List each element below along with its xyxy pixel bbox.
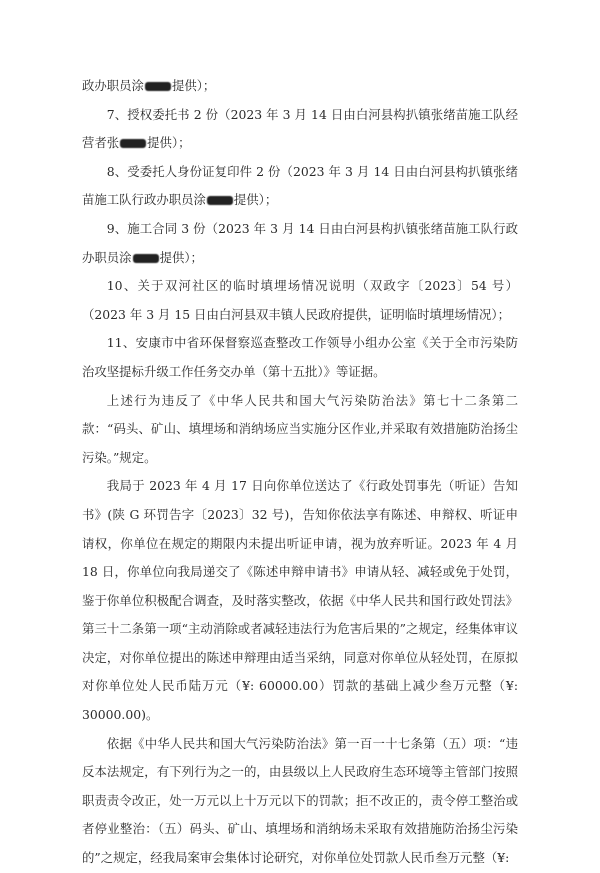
paragraph-item-10 [82, 272, 518, 329]
text-segment: 提供）； [147, 135, 191, 151]
redaction-mark [133, 254, 159, 263]
redaction-mark [120, 139, 146, 148]
text-segment: 9、施工合同 3 份（2023 年 3 月 14 日由白河县构扒镇张绪苗施工队行政办职员涂 [82, 220, 518, 265]
text-segment: 提供）； [171, 78, 216, 93]
paragraph-item-7 [82, 101, 518, 158]
paragraph-hearing-notice [82, 472, 518, 729]
text-segment: 我局于 2023 年 4 月 17 日向你单位送达了《行政处罚事先（听证）告知书》(陕 G 环罚告字〔2023〕32 号)，告知你依法享有陈述、申辩权、听证申请权，你单位在规定的期限内未提出听证申请，视为放弃听证。2023 年 4 月 18 日，你单位向我局递交了《陈述申辩申请书》申请从轻、减轻或免于处罚，鉴于你单位积极配合调查，及时落实整改，依据《中华人民共和国行政处罚法》第三十二条第一项“主动消除或者减轻违法行为危害后果的”之规定，经集体审议决定，对你单位提出的陈述申辩理由适当采纳，同意对你单位从轻处罚，在原拟对你单位处人民币陆万元（¥: 60000.00）罚款的基础上减少叁万元整（¥: 30000.00)。 [82, 478, 518, 723]
text-segment: 8、受委托人身份证复印件 2 份（2023 年 3 月 14 日由白河县构扒镇张绪苗施工队行政办职员涂 [82, 163, 518, 208]
text-segment: 提供）； [233, 192, 278, 208]
text-segment: 提供）； [159, 249, 203, 265]
paragraph-p0 [82, 72, 518, 101]
text-segment: 11、安康市中省环保督察巡查整改工作领导小组办公室《关于全市污染防治攻坚提标升级工作任务交办单（第十五批）》等证据。 [82, 335, 518, 379]
redaction-mark [207, 196, 233, 205]
paragraph-item-8 [82, 158, 518, 215]
paragraph-item-11 [82, 329, 518, 386]
text-segment: 7、授权委托书 2 份（2023 年 3 月 14 日由白河县构扒镇张绪苗施工队经营者张 [82, 106, 518, 151]
text-segment: 10、关于双河社区的临时填埋场情况说明（双政字〔2023〕54 号）（2023 年 3 月 15 日由白河县双丰镇人民政府提供，证明临时填埋场情况）； [82, 278, 518, 322]
text-segment: 上述行为违反了《中华人民共和国大气污染防治法》第七十二条第二款：“码头、矿山、填埋场和消纳场应当实施分区作业,并采取有效措施防治扬尘污染。”规定。 [82, 392, 518, 465]
text-segment: 依据《中华人民共和国大气污染防治法》第一百一十七条第（五）项：“违反本法规定，有下列行为之一的，由县级以上人民政府生态环境等主管部门按照职责责令改正，处一万元以上十万元以下的罚款；拒不改正的，责令停工整治或者停业整治：（五）码头、矿山、填埋场和消纳场未采取有效措施防治扬尘污染的”之规定，经我局案审会集体讨论研究，对你单位处罚款人民币叁万元整（¥: [82, 735, 518, 866]
paragraph-penalty-basis [82, 730, 518, 873]
paragraph-item-9 [82, 215, 518, 272]
redaction-mark [145, 82, 171, 91]
paragraph-violation [82, 387, 518, 473]
text-segment: 政办职员涂 [82, 78, 144, 93]
